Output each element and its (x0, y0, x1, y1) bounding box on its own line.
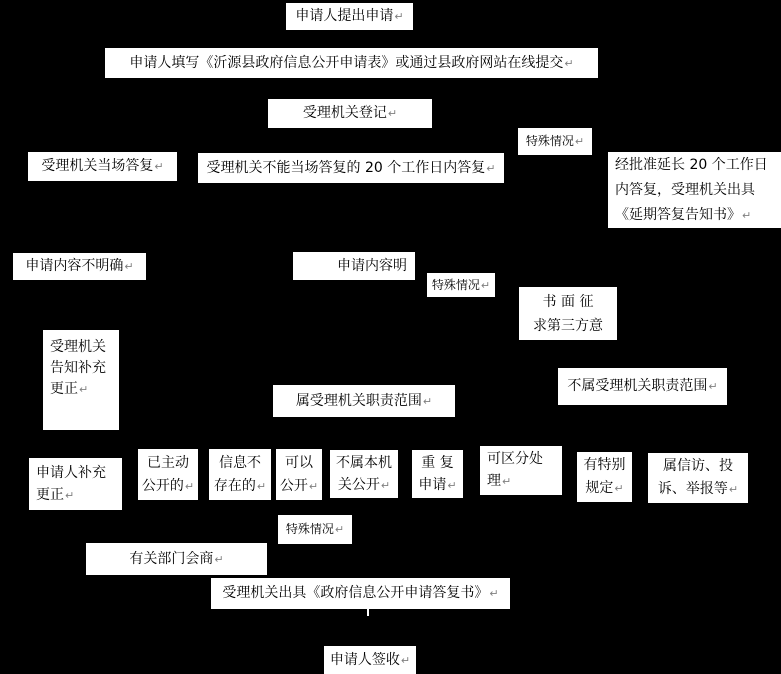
node-separable-handling (480, 446, 562, 495)
node-application-content-clear (293, 252, 415, 280)
node-text-line (286, 8, 413, 25)
node-text-line (615, 203, 781, 228)
node-label: 关公开 (337, 476, 380, 493)
paragraph-return-mark-icon: ↵ (380, 478, 391, 492)
node-text-line (330, 474, 398, 497)
node-already-disclosed (138, 449, 198, 500)
node-text-line (276, 452, 322, 475)
node-text-line (209, 452, 271, 475)
node-label: 申请 (418, 476, 447, 493)
node-text-line (36, 462, 122, 484)
node-can-disclose (276, 449, 322, 500)
paragraph-return-mark-icon: ↵ (184, 479, 195, 493)
node-label: 可以 (285, 454, 313, 471)
node-label: 信息不 (219, 454, 261, 471)
node-label: 可区分处 (487, 451, 543, 467)
node-text-line (50, 337, 119, 358)
node-department-consultation (86, 543, 267, 575)
node-label: 受理机关登记 (302, 105, 387, 121)
node-special-case-middle (427, 273, 495, 297)
node-label: 公开的 (141, 477, 184, 494)
node-text-line (273, 393, 455, 410)
paragraph-return-mark-icon: ↵ (486, 161, 496, 175)
node-text-line (648, 478, 748, 501)
node-text-line (324, 652, 416, 669)
node-applicant-supplements-correction (29, 458, 122, 510)
node-onspot-reply (28, 152, 177, 181)
node-text-line (648, 455, 748, 478)
node-label: 受理机关当场答复 (41, 158, 154, 174)
node-label: 受理机关不能当场答复的 20 个工作日内答复 (206, 159, 486, 176)
node-text-line (211, 585, 510, 602)
connector-stub (367, 608, 369, 616)
node-text-line (412, 474, 463, 497)
paragraph-return-mark-icon: ↵ (564, 56, 574, 70)
node-application-content-unclear (13, 253, 146, 280)
node-label: 有特别 (583, 457, 626, 473)
node-label: 属信访、投 (663, 458, 733, 474)
node-label: 理 (487, 473, 501, 489)
node-seek-third-party-opinion (519, 287, 617, 340)
paragraph-return-mark-icon: ↵ (308, 479, 319, 493)
paragraph-return-mark-icon: ↵ (256, 479, 267, 493)
node-text-line (278, 521, 352, 538)
node-text-line (28, 158, 177, 175)
paragraph-return-mark-icon: ↵ (742, 208, 752, 222)
node-applicant-submits (286, 3, 413, 30)
node-text-line (519, 290, 617, 314)
node-label: 重 复 (421, 454, 454, 471)
paragraph-return-mark-icon: ↵ (214, 552, 224, 566)
node-label: 申请人填写《沂源县政府信息公开申请表》或通过县政府网站在线提交 (129, 54, 564, 71)
node-label: 内答复，受理机关出具 (615, 181, 755, 198)
node-label: 特殊情况 (431, 277, 480, 292)
node-special-provisions (577, 452, 632, 502)
node-label: 不属本机 (336, 454, 392, 471)
paragraph-return-mark-icon: ↵ (387, 107, 398, 120)
node-label: 更正 (50, 381, 78, 397)
node-notify-supplement-correction (43, 330, 119, 430)
node-label: 申请人补充 (36, 464, 106, 481)
node-text-line (577, 454, 632, 477)
node-label: 申请内容明 (337, 257, 407, 274)
node-text-line (487, 470, 562, 493)
node-text-line (209, 475, 271, 498)
node-label: 规定 (585, 480, 614, 496)
paragraph-return-mark-icon: ↵ (480, 278, 491, 292)
node-label: 公开 (279, 477, 308, 494)
node-text-line (577, 477, 632, 500)
paragraph-return-mark-icon: ↵ (79, 383, 89, 396)
node-text-line (558, 378, 727, 395)
paragraph-return-mark-icon: ↵ (708, 380, 718, 393)
node-label: 申请人提出申请 (295, 8, 394, 24)
paragraph-return-mark-icon: ↵ (154, 160, 164, 173)
node-text-line (276, 475, 322, 498)
node-text-line (412, 452, 463, 474)
node-special-case-bottom (278, 515, 352, 544)
node-fill-application-form (105, 48, 598, 78)
node-label: 求第三方意 (533, 317, 603, 334)
node-text-line (50, 358, 119, 379)
paragraph-return-mark-icon: ↵ (728, 483, 739, 496)
node-text-line (50, 379, 119, 400)
node-text-line (105, 55, 598, 72)
node-label: 申请内容不明确 (25, 258, 124, 274)
paragraph-return-mark-icon: ↵ (489, 587, 499, 600)
node-text-line (36, 484, 122, 507)
node-applicant-signs-receipt (324, 646, 416, 674)
paragraph-return-mark-icon: ↵ (394, 10, 404, 23)
node-text-line (86, 551, 267, 568)
node-text-line (138, 452, 198, 475)
node-text-line (519, 314, 617, 338)
node-outside-duty-scope (558, 368, 727, 405)
paragraph-return-mark-icon: ↵ (65, 488, 75, 502)
paragraph-return-mark-icon: ↵ (447, 478, 457, 492)
node-text-line (615, 153, 781, 178)
node-label: 受理机关 (50, 339, 106, 355)
node-within-duty-scope (273, 385, 455, 417)
node-label: 特殊情况 (285, 522, 334, 536)
node-text-line (518, 133, 592, 150)
node-text-line (427, 277, 495, 294)
node-label: 不属受理机关职责范围 (567, 378, 708, 394)
node-label: 属受理机关职责范围 (295, 392, 422, 409)
node-label: 更正 (36, 486, 64, 503)
paragraph-return-mark-icon: ↵ (124, 260, 134, 273)
node-information-not-exist (209, 449, 271, 500)
node-petition-complaint-report (648, 453, 748, 503)
node-text-line (330, 452, 398, 474)
node-label: 申请人签收 (329, 651, 400, 668)
node-text-line (487, 448, 562, 470)
paragraph-return-mark-icon: ↵ (334, 523, 345, 536)
node-label: 《延期答复告知书》 (615, 206, 741, 223)
node-label: 特殊情况 (525, 134, 574, 148)
paragraph-return-mark-icon: ↵ (400, 653, 411, 667)
node-text-line (293, 258, 407, 275)
node-issue-reply-document (211, 578, 510, 609)
node-special-case-top (518, 128, 592, 155)
paragraph-return-mark-icon: ↵ (502, 475, 512, 488)
node-label: 诉、举报等 (657, 481, 728, 497)
node-not-this-authority-disclose (330, 450, 398, 498)
paragraph-return-mark-icon: ↵ (614, 482, 624, 495)
node-label: 已主动 (147, 454, 189, 471)
node-text-line (13, 258, 146, 275)
paragraph-return-mark-icon: ↵ (574, 135, 585, 148)
node-text-line (138, 475, 198, 498)
node-repeated-application (412, 450, 463, 498)
node-label: 存在的 (213, 477, 256, 494)
node-text-line (198, 160, 504, 177)
node-label: 书 面 征 (542, 293, 594, 310)
node-label: 受理机关出具《政府信息公开申请答复书》 (222, 585, 489, 601)
node-accepting-authority-registers (268, 99, 432, 128)
node-text-line (268, 105, 432, 122)
node-label: 经批准延长 20 个工作日 (615, 156, 768, 173)
node-label: 告知补充 (50, 360, 106, 376)
node-label: 有关部门会商 (129, 550, 214, 567)
node-text-line (615, 178, 781, 203)
node-approved-extension-notice (608, 152, 781, 228)
node-reply-within-20-workdays (198, 153, 504, 183)
paragraph-return-mark-icon: ↵ (422, 394, 433, 408)
